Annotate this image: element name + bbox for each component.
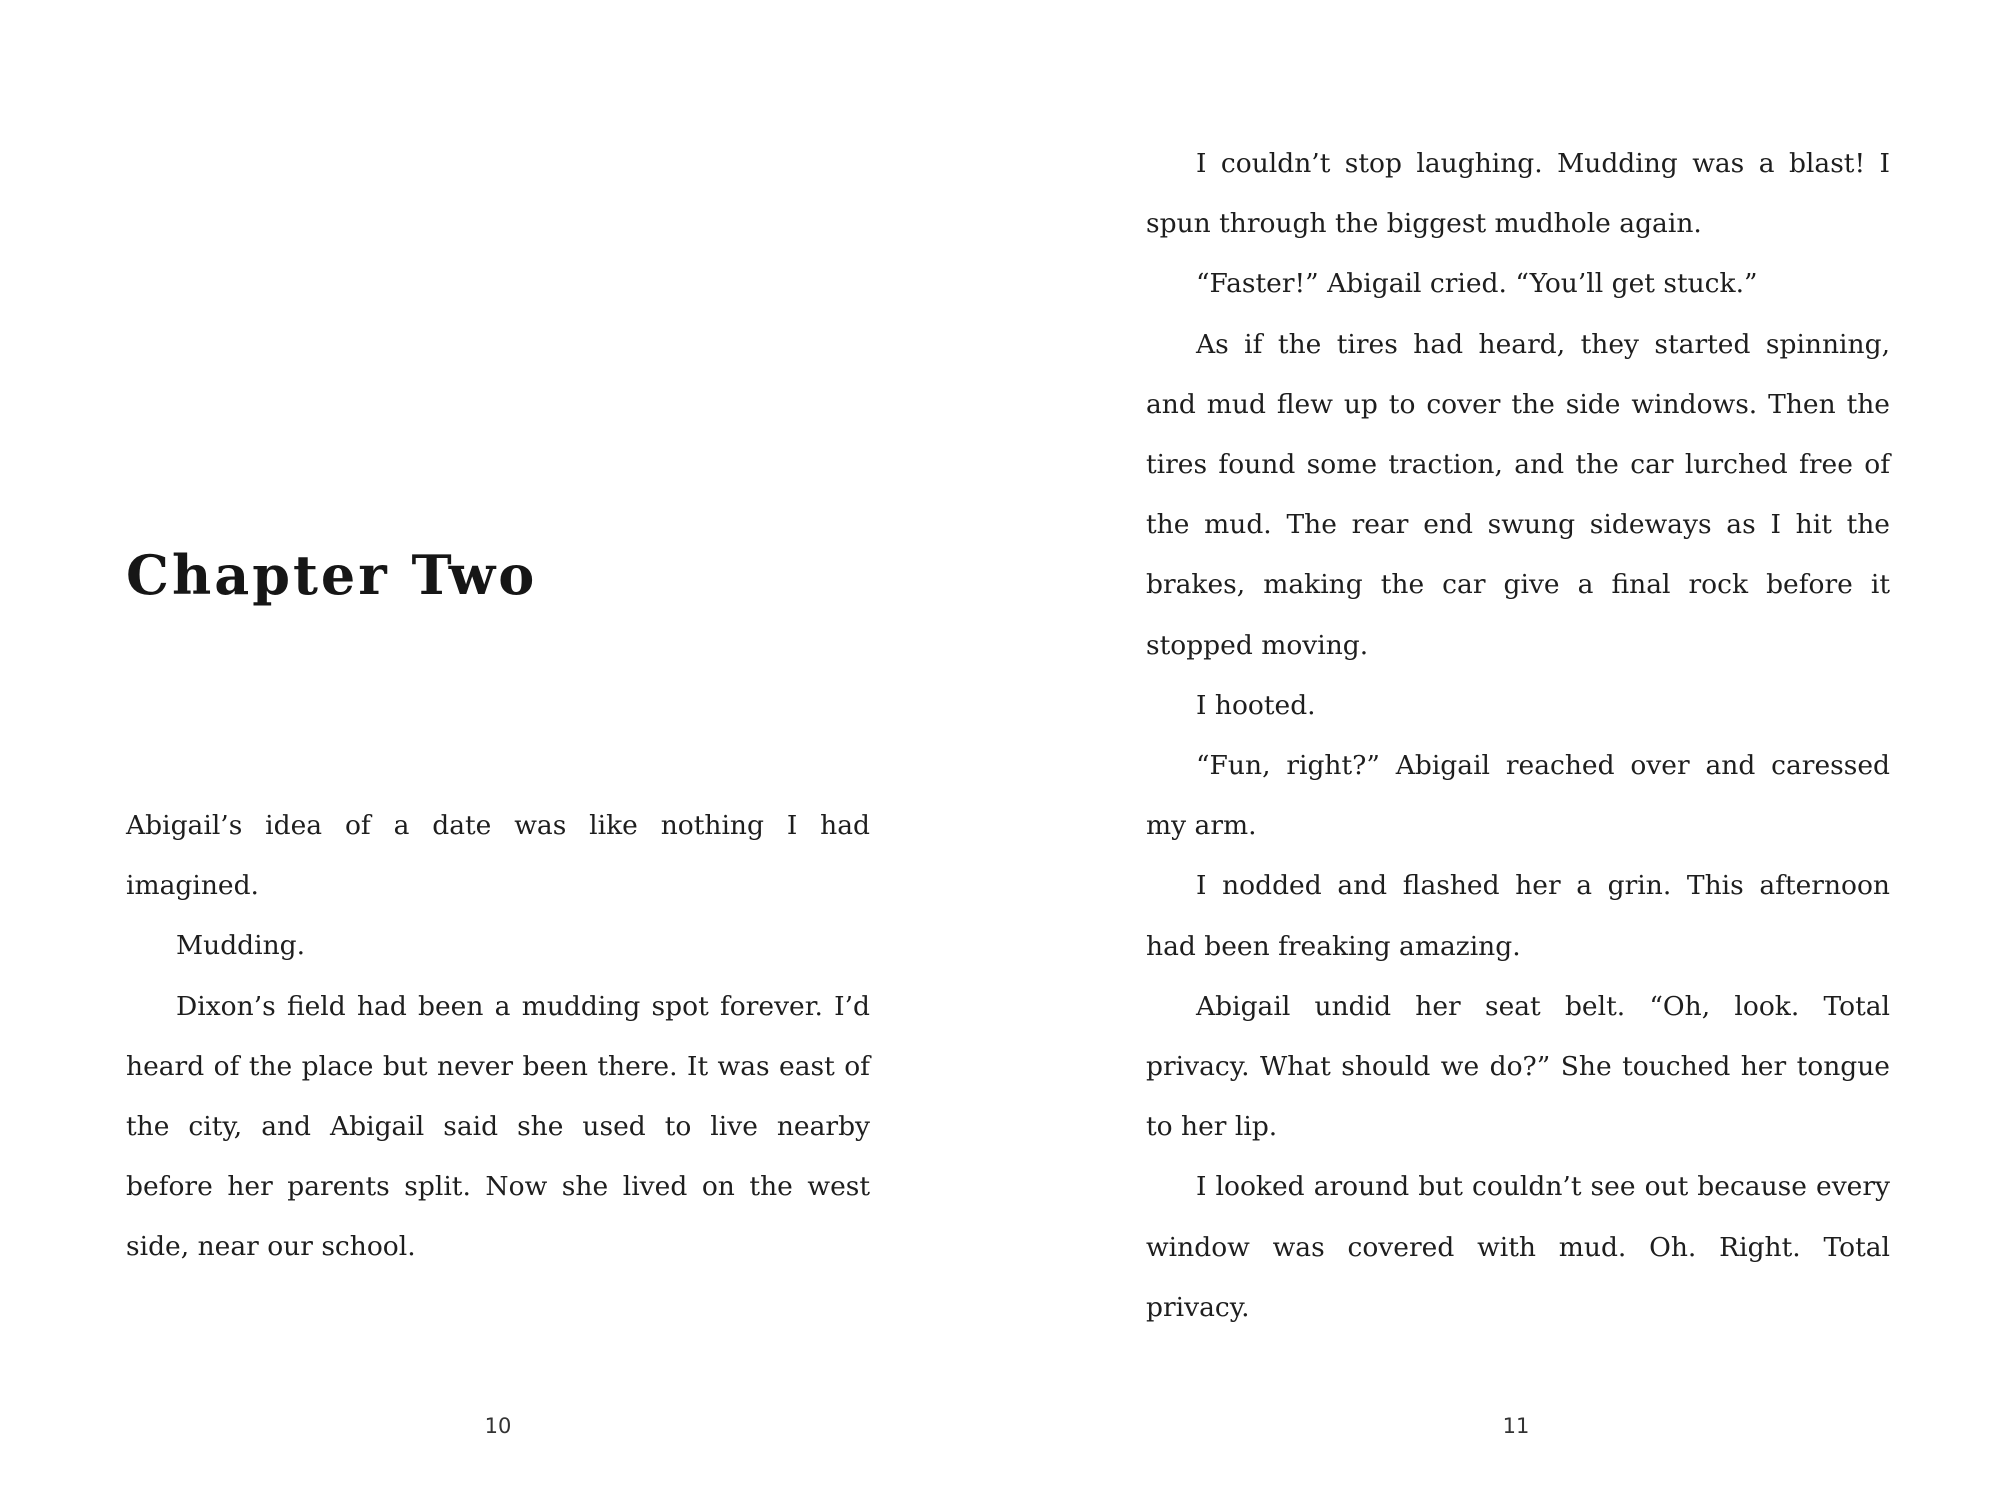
paragraph: Abigail undid her seat belt. “Oh, look. Total privacy. What should we do?” She touched her tongue to her lip. xyxy=(1146,990,1890,1143)
page-number: 10 xyxy=(484,1414,512,1438)
paragraph: Abigail’s idea of a date was like nothing I had imagined. xyxy=(126,810,870,902)
paragraph: “Faster!” Abigail cried. “You’ll get stuck.” xyxy=(1196,268,1758,300)
page-number: 11 xyxy=(1502,1414,1530,1438)
paragraph: As if the tires had heard, they started spinning, and mud flew up to cover the side windows. Then the tires found some traction, and the car lurched free of the mud. The rear end swung sideways as I hit the brakes, making the car give a final rock before it stopped moving. xyxy=(1146,328,1890,661)
paragraph: I looked around but couldn’t see out because every window was covered with mud. Oh. Right. Total privacy. xyxy=(1146,1171,1890,1323)
paragraph: Mudding. xyxy=(176,930,306,962)
paragraph: “Fun, right?” Abigail reached over and caressed my arm. xyxy=(1146,750,1890,842)
paragraph: I couldn’t stop laughing. Mudding was a blast! I spun through the biggest mudhole again. xyxy=(1146,148,1890,240)
right-page-body xyxy=(1146,134,1890,1338)
right-page xyxy=(1000,0,2000,1500)
left-page-body xyxy=(126,796,870,1278)
paragraph: I nodded and flashed her a grin. This afternoon had been freaking amazing. xyxy=(1146,870,1890,962)
chapter-title: Chapter Two xyxy=(126,543,538,607)
paragraph: Dixon’s field had been a mudding spot forever. I’d heard of the place but never been there. It was east of the city, and Abigail said she used to live nearby before her parents split. Now she lived on the west side, near our school. xyxy=(126,990,870,1263)
paragraph: I hooted. xyxy=(1196,689,1316,721)
